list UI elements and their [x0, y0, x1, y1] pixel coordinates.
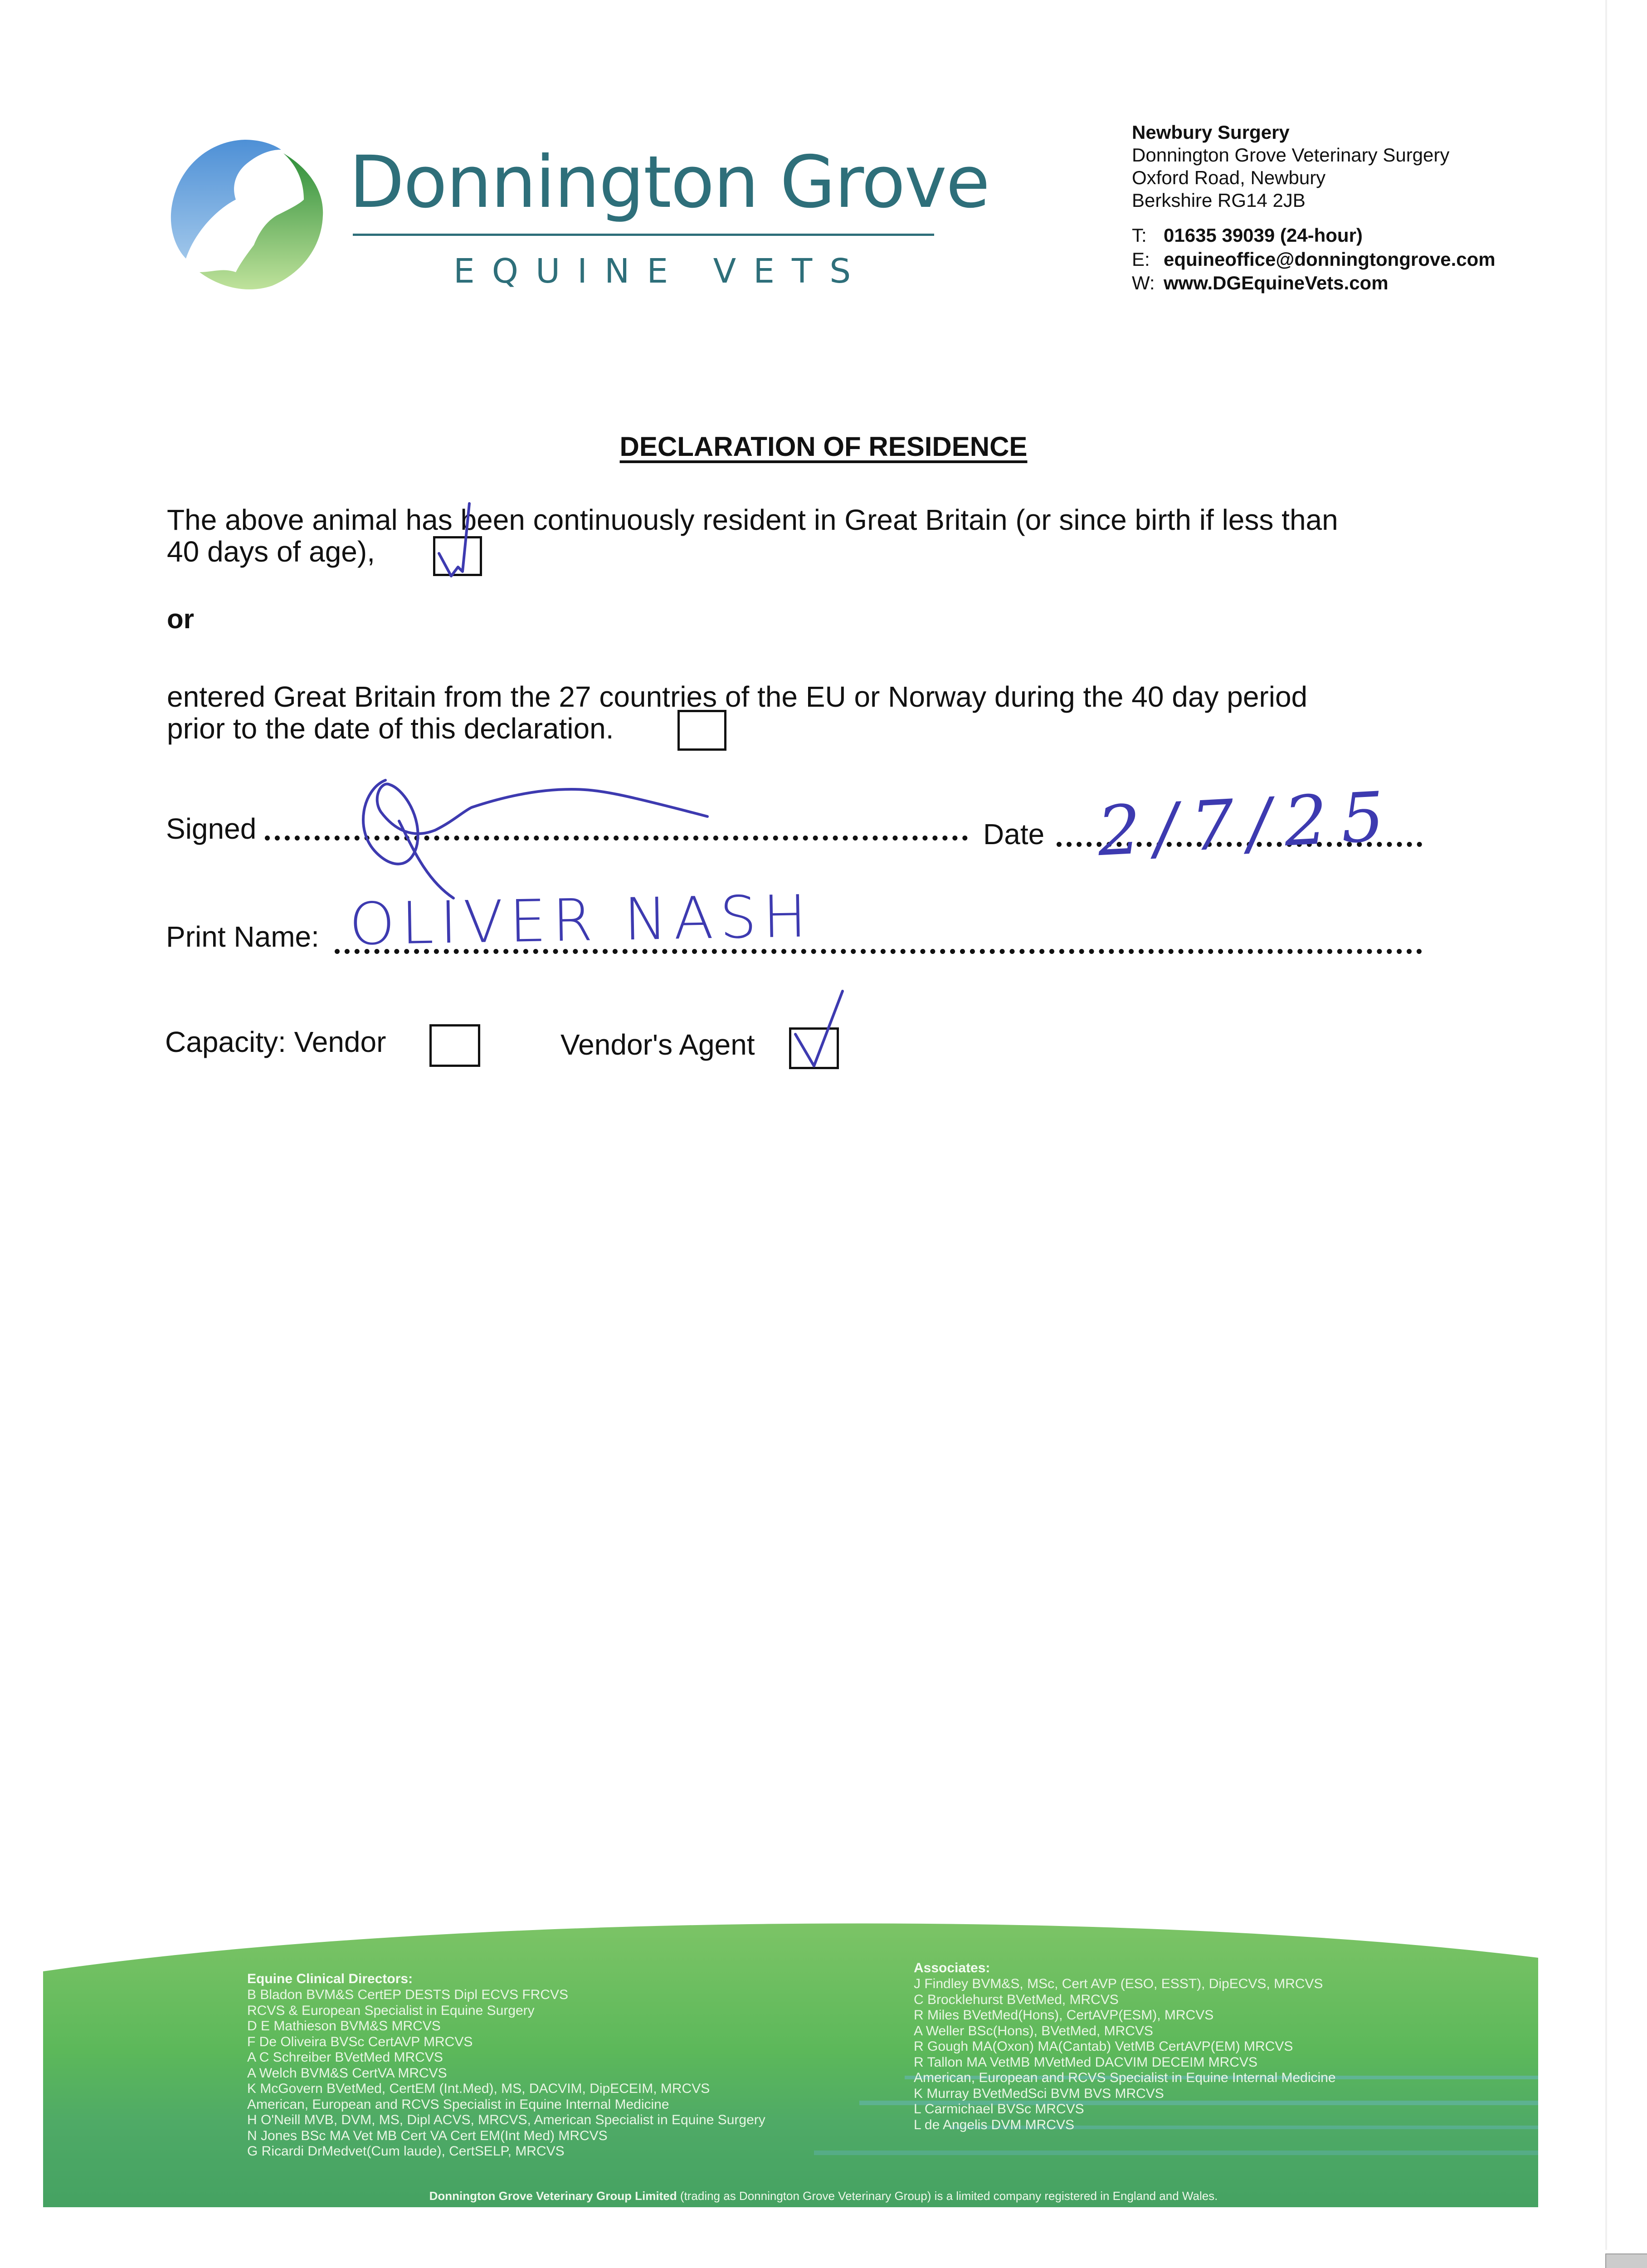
associate-entry: K Murray BVetMedSci BVM BVS MRCVS [914, 2086, 1164, 2101]
associate-entry: R Miles BVetMed(Hons), CertAVP(ESM), MRCVS [914, 2008, 1214, 2023]
director-entry: American, European and RCVS Specialist in Equine Internal Medicine [247, 2097, 669, 2112]
director-entry: K McGovern BVetMed, CertEM (Int.Med), MS, DACVIM, DipECEIM, MRCVS [247, 2081, 710, 2096]
address-line-1: Donnington Grove Veterinary Surgery [1132, 144, 1450, 166]
associates-heading: Associates: [914, 1960, 990, 1975]
contact-phone [1132, 225, 1363, 246]
email-address: equineoffice@donningtongrove.com [1164, 249, 1496, 270]
associates-list [914, 1976, 1336, 2133]
contact-key: T: [1132, 225, 1147, 246]
director-entry: F De Oliveira BVSc CertAVP MRCVS [247, 2034, 473, 2049]
director-entry: B Bladon BVM&S CertEP DESTS Dipl ECVS FRCVS [247, 1987, 569, 2002]
date-value: 2/7/25 [1095, 777, 1400, 872]
director-entry: N Jones BSc MA Vet MB Cert VA Cert EM(Int Med) MRCVS [247, 2128, 608, 2143]
phone-number: 01635 39039 (24-hour) [1164, 225, 1363, 246]
director-entry: D E Mathieson BVM&S MRCVS [247, 2019, 441, 2033]
brand-tagline: EQUINE VETS [453, 252, 868, 291]
option-1-line-2: 40 days of age), [167, 535, 375, 568]
brand-name: Donnington Grove [349, 141, 989, 224]
directors-list [247, 1987, 765, 2160]
print-name-label: Print Name: [166, 920, 319, 953]
company-note-text: (trading as Donnington Grove Veterinary Group) is a limited company registered in England and Wales. [677, 2189, 1218, 2203]
horse-head-logo [168, 136, 326, 299]
associate-entry: J Findley BVM&S, MSc, Cert AVP (ESO, ESST), DipECVS, MRCVS [914, 1976, 1323, 1991]
director-entry: RCVS & European Specialist in Equine Surgery [247, 2003, 535, 2018]
associate-entry: C Brocklehurst BVetMed, MRCVS [914, 1992, 1119, 2007]
company-registration-note [0, 2189, 1647, 2203]
option-2-line-1: entered Great Britain from the 27 countries of the EU or Norway during the 40 day period [167, 680, 1308, 713]
agent-check-mark-icon [789, 989, 857, 1070]
contact-key: E: [1132, 249, 1150, 270]
option-2-line-2: prior to the date of this declaration. [167, 712, 614, 745]
capacity-label: Capacity: Vendor [165, 1026, 386, 1058]
residence-check-mark-icon [431, 499, 494, 585]
contact-website [1132, 272, 1389, 294]
director-entry: A Welch BVM&S CertVA MRCVS [247, 2065, 447, 2081]
directors-heading: Equine Clinical Directors: [247, 1971, 413, 1986]
associate-entry: R Gough MA(Oxon) MA(Cantab) VetMB CertAVP(EM) MRCVS [914, 2039, 1293, 2054]
date-label: Date [983, 818, 1045, 850]
surgery-name: Newbury Surgery [1132, 122, 1290, 143]
director-entry: G Ricardi DrMedvet(Cum laude), CertSELP, MRCVS [247, 2144, 565, 2159]
form-title: DECLARATION OF RESIDENCE [619, 431, 1028, 462]
scan-edge [1605, 0, 1607, 2250]
contact-key: W: [1132, 272, 1155, 293]
associate-entry: R Tallon MA VetMB MVetMed DACVIM DECEIM MRCVS [914, 2054, 1257, 2070]
director-entry: A C Schreiber BVetMed MRCVS [247, 2050, 443, 2065]
website-url: www.DGEquineVets.com [1164, 272, 1389, 293]
associate-entry: American, European and RCVS Specialist in Equine Internal Medicine [914, 2070, 1336, 2085]
director-entry: H O'Neill MVB, DVM, MS, Dipl ACVS, MRCVS, American Specialist in Equine Surgery [247, 2112, 765, 2127]
vendors-agent-label: Vendor's Agent [560, 1028, 755, 1061]
print-name-value: OLIVER NASH [348, 883, 814, 958]
vendor-checkbox[interactable] [429, 1024, 480, 1067]
associate-entry: A Weller BSc(Hons), BVetMed, MRCVS [914, 2023, 1153, 2038]
address-line-2: Oxford Road, Newbury [1132, 167, 1326, 188]
or-label: or [167, 604, 194, 634]
eu-entry-checkbox[interactable] [677, 710, 726, 751]
option-1-line-1: The above animal has been continuously resident in Great Britain (or since birth if less than [167, 503, 1338, 536]
signed-label: Signed [166, 812, 257, 845]
address-line-3: Berkshire RG14 2JB [1132, 190, 1306, 211]
scan-corner-mark [1605, 2253, 1647, 2268]
brand-divider [353, 234, 934, 236]
associate-entry: L Carmichael BVSc MRCVS [914, 2102, 1084, 2116]
associate-entry: L de Angelis DVM MRCVS [914, 2117, 1075, 2132]
contact-email [1132, 249, 1496, 270]
company-name: Donnington Grove Veterinary Group Limited [429, 2189, 677, 2203]
